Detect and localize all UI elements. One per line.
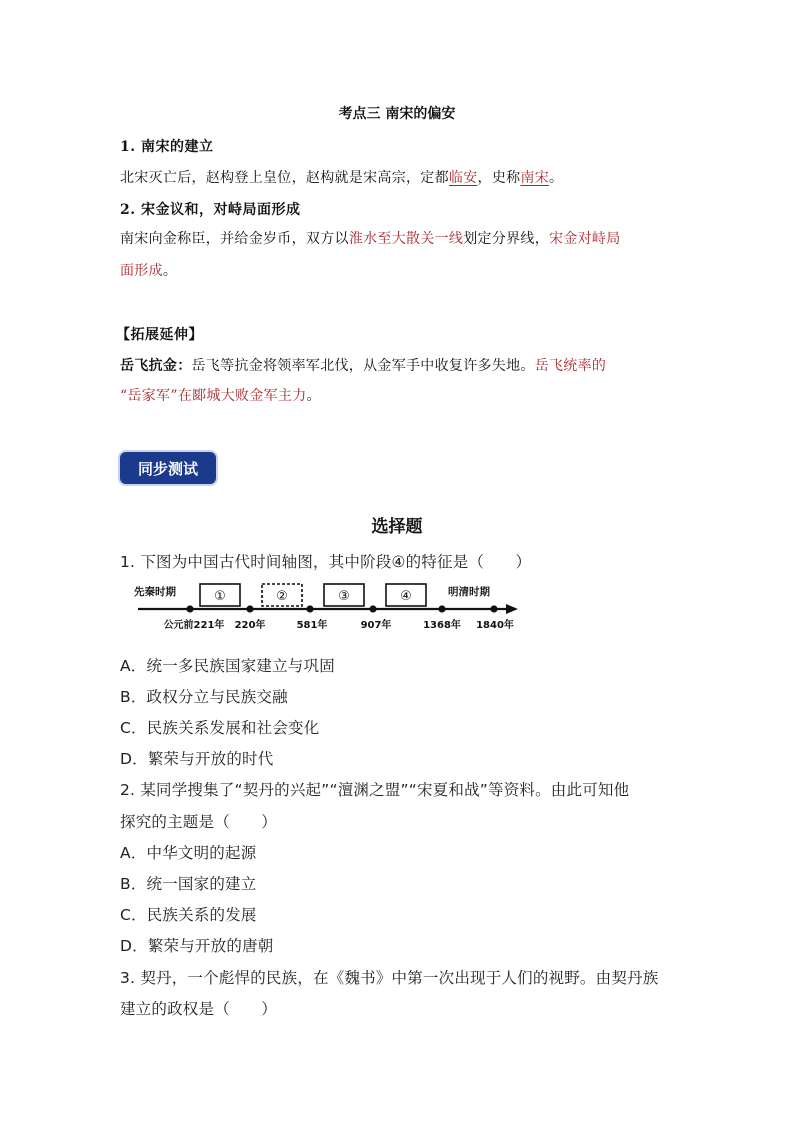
stage-3-label: ③ — [338, 589, 350, 604]
confrontation-text-1: 宋金对峙局 — [549, 231, 621, 247]
timeline-year-4: 907年 — [360, 620, 392, 631]
stage-1-label: ① — [214, 589, 226, 604]
extension-line-1-red: 岳飞统率的 — [534, 358, 607, 374]
timeline-end-label: 明清时期 — [448, 586, 490, 598]
extension-line-2-red: “岳家军”在郾城大败金军主力 — [120, 388, 307, 404]
q1-stem: 1. 下图为中国古代时间轴图，其中阶段④的特征是（ ） — [120, 553, 532, 571]
section-1-text-a: 北宋灭亡后，赵构登上皇位，赵构就是宋高宗，定都 — [120, 170, 449, 186]
timeline-start-label: 先秦时期 — [134, 586, 176, 598]
q2-option-b[interactable]: B．统一国家的建立 — [120, 875, 257, 893]
section-2-line-1-b: 划定分界线， — [463, 231, 550, 247]
section-1-text-c: 。 — [549, 170, 564, 186]
extension-line-1-a: 岳飞等抗金将领率军北伐，从金军手中收复许多失地。 — [191, 358, 535, 374]
extension-line-2-end: 。 — [306, 388, 321, 404]
page-title: 考点三 南宋的偏安 — [338, 106, 456, 122]
timeline-figure — [132, 578, 524, 634]
q3-stem-line-2: 建立的政权是（ ） — [120, 1000, 278, 1018]
extension-heading: 【拓展延伸】 — [116, 327, 203, 343]
q1-option-b[interactable]: B．政权分立与民族交融 — [120, 688, 288, 706]
stage-2-label: ② — [276, 589, 288, 604]
extension-label: 岳飞抗金： — [120, 358, 192, 374]
timeline-point-6 — [490, 605, 497, 612]
q1-option-d[interactable]: D．繁荣与开放的时代 — [120, 750, 274, 768]
q1-option-a[interactable]: A．统一多民族国家建立与巩固 — [120, 657, 335, 675]
section-2-line-2-end: 。 — [162, 263, 178, 279]
q2-stem-line-1: 2. 某同学搜集了“契丹的兴起”“澶渊之盟”“宋夏和战”等资料。由此可知他 — [120, 781, 630, 799]
capital-link: 临安 — [448, 170, 478, 186]
q2-option-c[interactable]: C．民族关系的发展 — [120, 906, 257, 924]
section-2-line-1 — [120, 228, 621, 248]
timeline-point-3 — [306, 605, 313, 612]
section-1-text-b: ，史称 — [477, 170, 521, 186]
extension-line-2 — [120, 385, 321, 405]
timeline-year-3: 581年 — [296, 620, 328, 631]
timeline-arrow — [506, 604, 518, 614]
section-2-line-1-a: 南宋向金称臣，并给金岁币，双方以 — [120, 231, 349, 247]
choice-heading: 选择题 — [371, 517, 423, 537]
q2-stem-line-2: 探究的主题是（ ） — [120, 813, 278, 831]
timeline-point-4 — [369, 605, 376, 612]
q2-option-d[interactable]: D．繁荣与开放的唐朝 — [120, 937, 274, 955]
q2-option-a[interactable]: A．中华文明的起源 — [120, 844, 257, 862]
section-1-text — [120, 167, 563, 187]
timeline-point-5 — [438, 605, 445, 612]
boundary-line-text: 淮水至大散关一线 — [348, 231, 464, 247]
sync-test-badge: 同步测试 — [120, 452, 216, 484]
confrontation-text-2: 面形成 — [120, 263, 163, 279]
section-2-line-2 — [120, 260, 177, 280]
timeline-point-1 — [186, 605, 193, 612]
stage-4-label: ④ — [400, 589, 412, 604]
q1-option-c[interactable]: C．民族关系发展和社会变化 — [120, 719, 320, 737]
extension-line-1 — [120, 355, 606, 375]
southern-song-link: 南宋 — [520, 170, 550, 186]
timeline-year-6: 1840年 — [476, 620, 514, 631]
timeline-point-2 — [246, 605, 253, 612]
timeline-year-2: 220年 — [234, 620, 266, 631]
section-1-heading: 1. 南宋的建立 — [120, 139, 214, 155]
timeline-year-5: 1368年 — [423, 620, 461, 631]
section-2-heading: 2. 宋金议和，对峙局面形成 — [120, 202, 301, 218]
q3-stem-line-1: 3. 契丹，一个彪悍的民族，在《魏书》中第一次出现于人们的视野。由契丹族 — [120, 969, 659, 987]
timeline-year-1: 公元前221年 — [163, 620, 225, 631]
